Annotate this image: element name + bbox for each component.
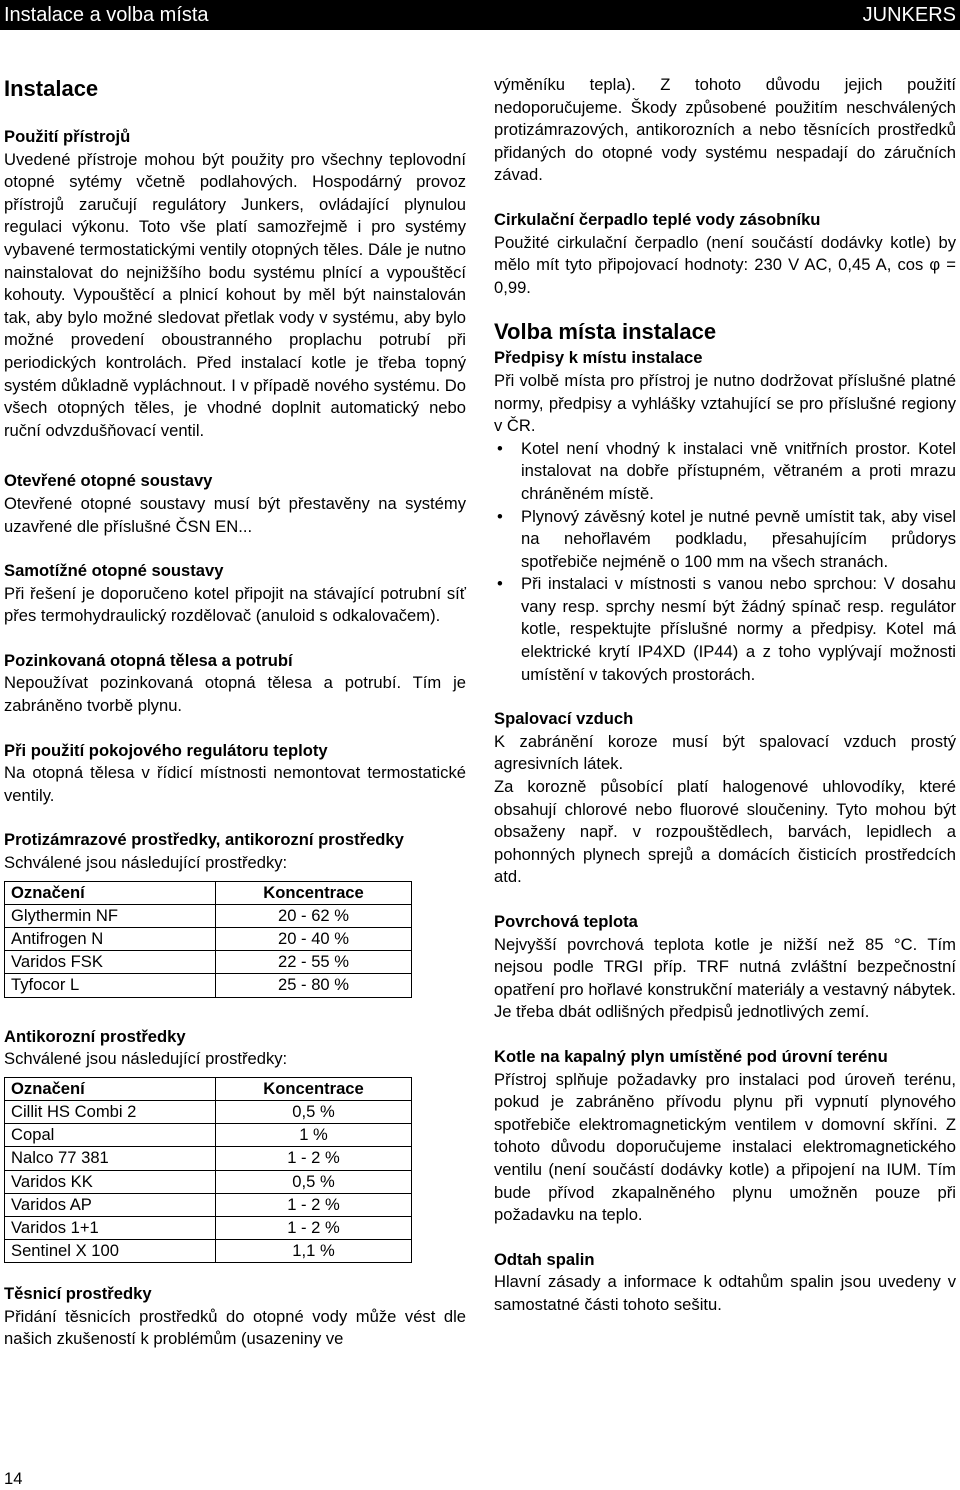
table-row [5, 1124, 412, 1147]
column-header-koncentrace: Koncentrace [216, 881, 412, 904]
cell-name: Cillit HS Combi 2 [5, 1100, 216, 1123]
section-tesnici-prostredky [4, 1283, 466, 1351]
cell-conc: 25 - 80 % [216, 974, 412, 997]
section-spalovaci-vzduch [494, 708, 956, 889]
section-pozinkovana-telesa [4, 650, 466, 718]
column-header-koncentrace: Koncentrace [216, 1077, 412, 1100]
list-item [494, 438, 956, 506]
table-row [5, 1193, 412, 1216]
heading-volba-mista: Volba místa instalace [494, 319, 717, 345]
list-item-text: Plynový závěsný kotel je nutné pevně umístit tak, aby visel na nehořlavém podkladu, přesahujícím průdorys spotřebiče nejméně o 100 mm na všech stranách. [521, 506, 956, 571]
cell-conc: 22 - 55 % [216, 951, 412, 974]
section-pouziti-pristroju [4, 126, 466, 442]
cell-name: Nalco 77 381 [5, 1147, 216, 1170]
cell-name: Varidos 1+1 [5, 1216, 216, 1239]
header-title: Instalace a volba místa [4, 4, 209, 26]
section-otevrene-soustavy [4, 470, 466, 538]
section-body: Na otopná tělesa v řídicí místnosti nemontovat termostatické ventily. [4, 763, 466, 805]
section-body: Nejvyšší povrchová teplota kotle je nižší než 85 °C. Tím nejsou podle TRGI příp. TRF nutná zvláštní bezpečnostní opatření pro hořlavé konstrukční materiály a vestavný nábytek. Je třeba dbát odlišných předpisů jednotlivých zemí. [494, 934, 956, 1022]
list-item-text: Při instalaci v místnosti s vanou nebo sprchou: V dosahu vany resp. sprchy nesmí být žádný spínač resp. regulátor kotle, respektujte příslušné normy a předpisy. Kotel má elektrické krytí IP4XD (IP44) a z toho vyplývají možnosti umístění v takových prostorách. [521, 574, 956, 684]
section-body: Uvedené přístroje mohou být použity pro všechny teplovodní otopné sytémy včetně podlahových. Hospodárný provoz přístrojů zaručují regulátory Junkers, ovládající plynulou regulaci výkonu. Toto vše platí samozřejmě i pro systémy vybavené termostatickými ventily otopných těles. Dále je nutno nainstalovat do nejnižšího bodu systému plnící a vypouštěcí kohouty. Vypouštěcí a plnicí kohout by měl být nainstalován tak, aby bylo možné sledovat přetlak vody v systému, aby bylo možné provedení oboustranného proplachu potrubí při periodických kontrolách. Před instalací kotle je třeba topný systém důkladně vypláchnout. I v případě nového systému. Do všech otopných těles, je vhodné doplnit automatický nebo ruční odvzdušňovací ventil. [4, 149, 466, 440]
table-row [5, 1100, 412, 1123]
cell-conc: 20 - 62 % [216, 904, 412, 927]
cell-conc: 1 - 2 % [216, 1147, 412, 1170]
brand-name: JUNKERS [862, 4, 956, 26]
section-title: Samotížné otopné soustavy [4, 561, 224, 581]
cell-name: Sentinel X 100 [5, 1240, 216, 1263]
section-body: Použité cirkulační čerpadlo (není součástí dodávky kotle) by mělo mít tyto připojovací hodnoty: 230 V AC, 0,45 A, cos φ = 0,99. [494, 232, 956, 297]
section-kapalny-plyn [494, 1046, 956, 1227]
table-header-row [5, 1077, 412, 1100]
list-item-text: Kotel není vhodný k instalaci vně vnitřních prostor. Kotel instalovat na dobře přístupném, větraném a proti mrazu chráněném místě. [521, 438, 956, 503]
bullet-icon: • [497, 438, 503, 458]
section-title: Spalovací vzduch [494, 709, 634, 729]
section-body: Při řešení je doporučeno kotel připojit na stávající potrubní síť přes termohydraulický rozdělovač (anuloid s odkalovačem). [4, 583, 466, 626]
cell-name: Glythermin NF [5, 904, 216, 927]
section-intro: Schválené jsou následující prostředky: [4, 1049, 288, 1069]
header-bar [0, 0, 960, 30]
column-header-oznaceni: Označení [5, 881, 216, 904]
section-body: Otevřené otopné soustavy musí být přestavěny na systémy uzavřené dle příslušné ČSN EN... [4, 493, 466, 536]
cell-name: Copal [5, 1124, 216, 1147]
cell-conc: 1,1 % [216, 1240, 412, 1263]
cell-conc: 0,5 % [216, 1100, 412, 1123]
table-row [5, 1240, 412, 1263]
section-protizamrazove-prostredky [4, 829, 466, 997]
section-intro: Schválené jsou následující prostředky: [4, 853, 288, 873]
bullet-icon: • [497, 506, 503, 526]
section-title: Povrchová teplota [494, 912, 638, 931]
section-title: Kotle na kapalný plyn umístěné pod úrovní terénu [494, 1046, 888, 1066]
cell-conc: 1 % [216, 1124, 412, 1147]
table-row [5, 1147, 412, 1170]
cell-name: Antifrogen N [5, 928, 216, 951]
section-title: Odtah spalin [494, 1249, 595, 1269]
heading-instalace: Instalace [4, 76, 99, 101]
right-column [494, 74, 956, 1317]
table-row [5, 904, 412, 927]
section-povrchova-teplota [494, 911, 956, 1024]
list-item [494, 573, 956, 686]
section-antikorozni-prostredky [4, 1026, 466, 1264]
section-title: Při použití pokojového regulátoru teploty [4, 740, 328, 760]
section-title: Antikorozní prostředky [4, 1026, 186, 1046]
section-title: Otevřené otopné soustavy [4, 471, 213, 491]
list-item [494, 506, 956, 574]
bullet-list [494, 438, 956, 687]
section-body: Nepoužívat pozinkovaná otopná tělesa a potrubí. Tím je zabráněno tvorbě plynu. [4, 673, 466, 716]
section-title: Těsnicí prostředky [4, 1284, 152, 1304]
table-row [5, 951, 412, 974]
section-body: Přístroj splňuje požadavky pro instalaci pod úroveň terénu, pokud je zabráněno přívodu plynu při vypnutí plynového spotřebiče elektromagnetickým ventilem v domovní skříni. Z tohoto důvodu doporučujeme instalaci elektromagnetického ventilu (není součástí dodávky kotle) a připojení na IUM. Tím bude přívod zkapalněného plynu umožněn pouze při požadavku na teplo. [494, 1069, 956, 1225]
continued-text: výměníku tepla). Z tohoto důvodu jejich použití nedoporučujeme. Škody způsobené použitím neschválených protizámrazových, antikorozních a nebo těsnících prostředků přidaných do otopné vody systému nespadají do záručních závad. [494, 75, 956, 185]
table-row [5, 928, 412, 951]
cell-conc: 1 - 2 % [216, 1216, 412, 1239]
section-body: Přidání těsnicích prostředků do otopné vody může vést dle našich zkušeností k problémům (usazeniny ve [4, 1306, 466, 1349]
left-column [4, 74, 466, 1351]
cell-conc: 0,5 % [216, 1170, 412, 1193]
cell-conc: 20 - 40 % [216, 928, 412, 951]
section-pokojovy-regulator [4, 740, 466, 808]
section-samotizne-soustavy [4, 560, 466, 628]
section-predpisy [494, 347, 956, 686]
column-header-oznaceni: Označení [5, 1077, 216, 1100]
antifreeze-table [4, 881, 412, 998]
cell-name: Varidos KK [5, 1170, 216, 1193]
section-body-2: Za korozně působící platí halogenové uhlovodíky, které obsahují chlorové nebo fluorové sloučeniny. Tyto mohou být obsaženy např. v rozpouštědlech, barvách, lepidlech a pohonných plynech sprejů a domácích čisticích prostředcích atd. [494, 777, 956, 887]
table-row [5, 1216, 412, 1239]
bullet-icon: • [497, 574, 503, 594]
section-title: Použití přístrojů [4, 127, 131, 146]
cell-name: Tyfocor L [5, 974, 216, 997]
section-title: Pozinkovaná otopná tělesa a potrubí [4, 650, 293, 670]
section-body: K zabránění koroze musí být spalovací vzduch prostý agresivních látek. [494, 731, 956, 774]
cell-name: Varidos AP [5, 1193, 216, 1216]
table-row [5, 974, 412, 997]
cell-name: Varidos FSK [5, 951, 216, 974]
table-header-row [5, 881, 412, 904]
section-odtah-spalin [494, 1249, 956, 1317]
section-title: Cirkulační čerpadlo teplé vody zásobníku [494, 209, 821, 229]
table-row [5, 1170, 412, 1193]
section-title: Předpisy k místu instalace [494, 348, 703, 368]
anticorrosion-table [4, 1077, 412, 1264]
section-title: Protizámrazové prostředky, antikorozní prostředky [4, 830, 404, 850]
page-number: 14 [4, 1469, 23, 1488]
section-body: Při volbě místa pro přístroj je nutno dodržovat příslušné platné normy, předpisy a vyhlášky vztahující se pro příslušné regiony v ČR. [494, 370, 956, 436]
section-body: Hlavní zásady a informace k odtahům spalin jsou uvedeny v samostatné části tohoto sešitu. [494, 1272, 956, 1314]
section-cirkulacni-cerpadlo [494, 209, 956, 299]
cell-conc: 1 - 2 % [216, 1193, 412, 1216]
